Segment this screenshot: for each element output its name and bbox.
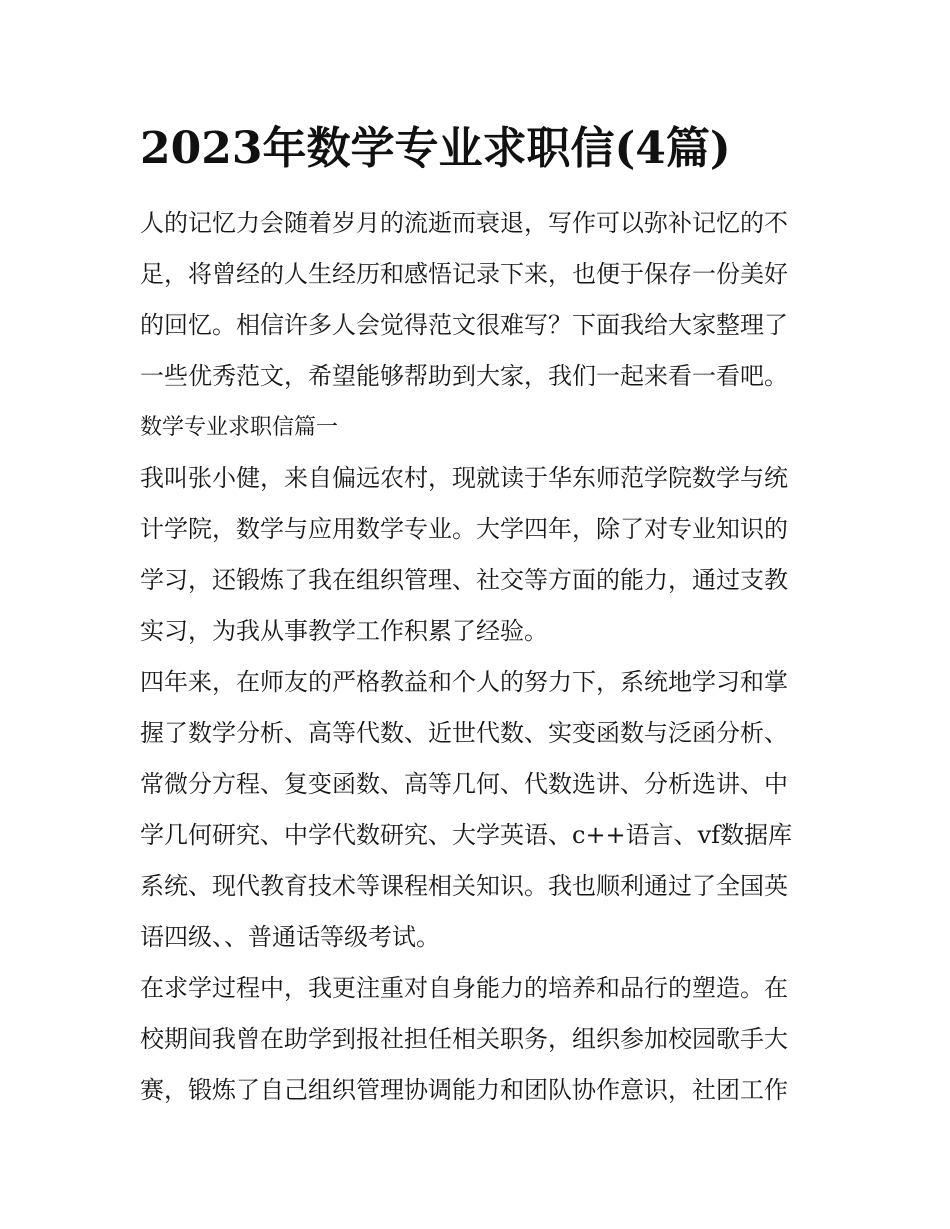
document-title: 2023年数学专业求职信(4篇) [140,123,731,174]
document-body [140,198,812,1116]
paragraph-line: 我叫张小健，来自偏远农村，现就读于华东师范学院数学与统 [140,464,788,492]
paragraph-line: 计学院，数学与应用数学专业。大学四年，除了对专业知识的 [140,515,788,543]
paragraph-line: 人的记忆力会随着岁月的流逝而衰退，写作可以弥补记忆的不 [140,209,788,237]
paragraph-line: 学习，还锻炼了我在组织管理、社交等方面的能力，通过支教 [140,566,788,594]
paragraph-line: 足，将曾经的人生经历和感悟记录下来，也便于保存一份美好 [140,260,788,288]
section-heading: 数学专业求职信篇一 [140,415,339,440]
paragraph-line: 校期间我曾在助学到报社担任相关职务，组织参加校园歌手大 [140,1025,788,1053]
paragraph-line: 握了数学分析、高等代数、近世代数、实变函数与泛函分析、 [140,719,788,747]
paragraph-line: 的回忆。相信许多人会觉得范文很难写？下面我给大家整理了 [140,311,788,339]
paragraph-line: 赛，锻炼了自己组织管理协调能力和团队协作意识，社团工作 [140,1076,788,1104]
paragraph-line: 学几何研究、中学代数研究、大学英语、c++语言、vf数据库 [140,821,793,849]
paragraph-line: 常微分方程、复变函数、高等几何、代数选讲、分析选讲、中 [140,770,788,798]
paragraph-line: 实习，为我从事教学工作积累了经验。 [140,617,548,645]
paragraph-line: 在求学过程中，我更注重对自身能力的培养和品行的塑造。在 [140,974,788,1002]
paragraph-line: 语四级、、普通话等级考试。 [140,923,440,951]
paragraph-line: 系统、现代教育技术等课程相关知识。我也顺利通过了全国英 [140,872,788,900]
paragraph-line: 一些优秀范文，希望能够帮助到大家，我们一起来看一看吧。 [140,362,788,390]
paragraph-line: 四年来，在师友的严格教益和个人的努力下，系统地学习和掌 [140,668,788,696]
